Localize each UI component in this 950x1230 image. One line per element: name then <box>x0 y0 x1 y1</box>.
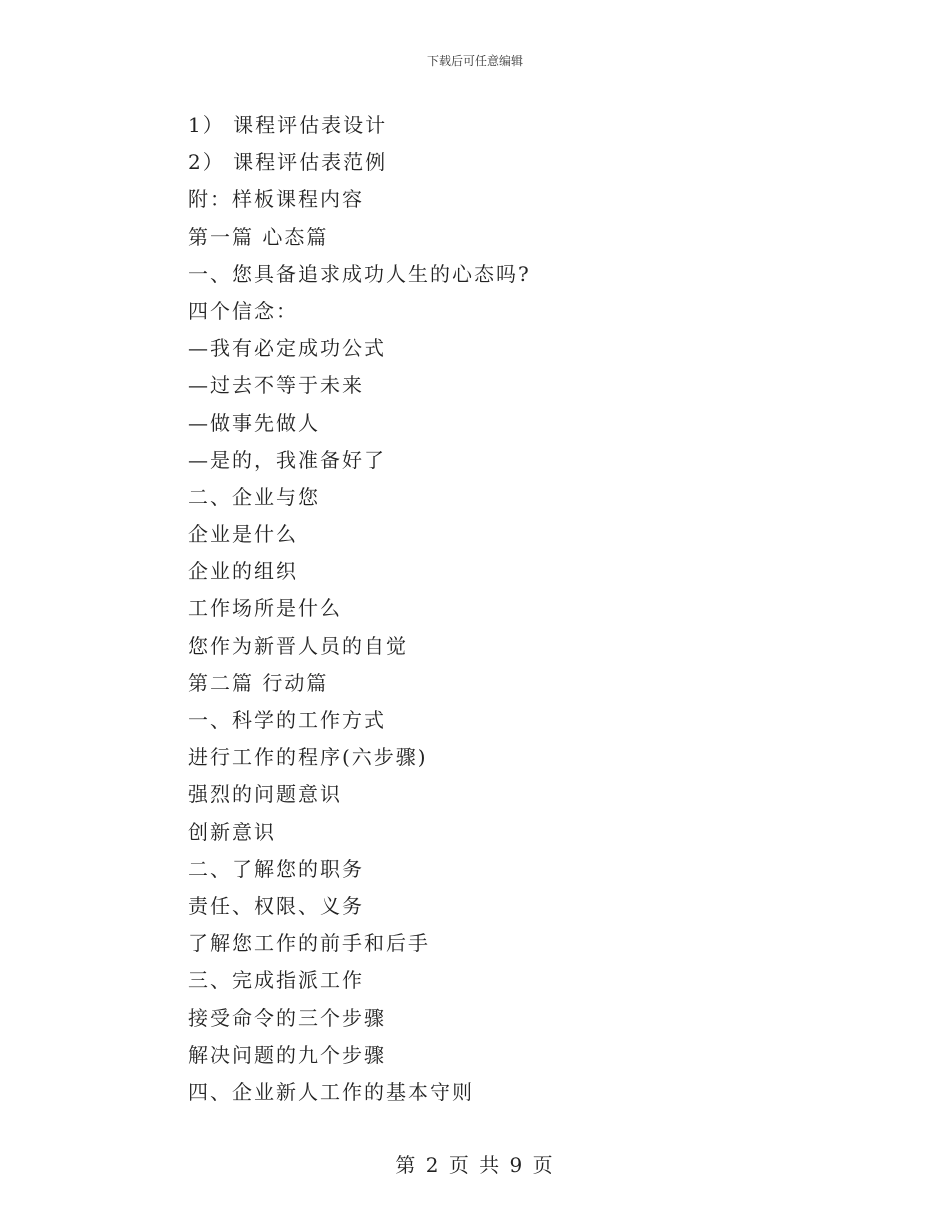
text-line: 了解您工作的前手和后手 <box>188 931 430 956</box>
section-heading: 第二篇 行动篇 <box>188 670 329 695</box>
text-line: —我有必定成功公式 <box>188 336 386 361</box>
text-line: 二、了解您的职务 <box>188 856 364 881</box>
section-heading: 第一篇 心态篇 <box>188 224 329 249</box>
text-line: 创新意识 <box>188 819 276 844</box>
text-line: 企业是什么 <box>188 522 298 547</box>
text-line: 接受命令的三个步骤 <box>188 1005 386 1030</box>
text-line: —是的，我准备好了 <box>188 447 386 472</box>
text-line: 1） 课程评估表设计 <box>188 113 388 137</box>
text-line: —做事先做人 <box>188 410 320 435</box>
text-line: 二、企业与您 <box>188 484 320 509</box>
text-line: 进行工作的程序(六步骤) <box>188 745 428 770</box>
text-line: 三、完成指派工作 <box>188 968 364 993</box>
text-line: 四、企业新人工作的基本守则 <box>188 1079 474 1104</box>
text-line: 解决问题的九个步骤 <box>188 1042 386 1067</box>
text-line: 附：样板课程内容 <box>188 187 364 212</box>
text-line: —过去不等于未来 <box>188 373 364 398</box>
text-line: 2） 课程评估表范例 <box>188 150 388 175</box>
text-line: 责任、权限、义务 <box>188 893 364 918</box>
text-line: 一、您具备追求成功人生的心态吗? <box>188 261 531 286</box>
document-body <box>188 107 788 1111</box>
text-line: 强烈的问题意识 <box>188 782 342 807</box>
text-line: 企业的组织 <box>188 559 298 584</box>
text-line: 一、科学的工作方式 <box>188 708 386 732</box>
text-line: 四个信念： <box>188 298 298 323</box>
text-line: 工作场所是什么 <box>188 596 342 621</box>
text-line: 您作为新晋人员的自觉 <box>188 633 408 658</box>
page-header: 下载后可任意编辑 <box>426 54 523 68</box>
page-number-footer: 第 2 页 共 9 页 <box>395 1153 555 1177</box>
